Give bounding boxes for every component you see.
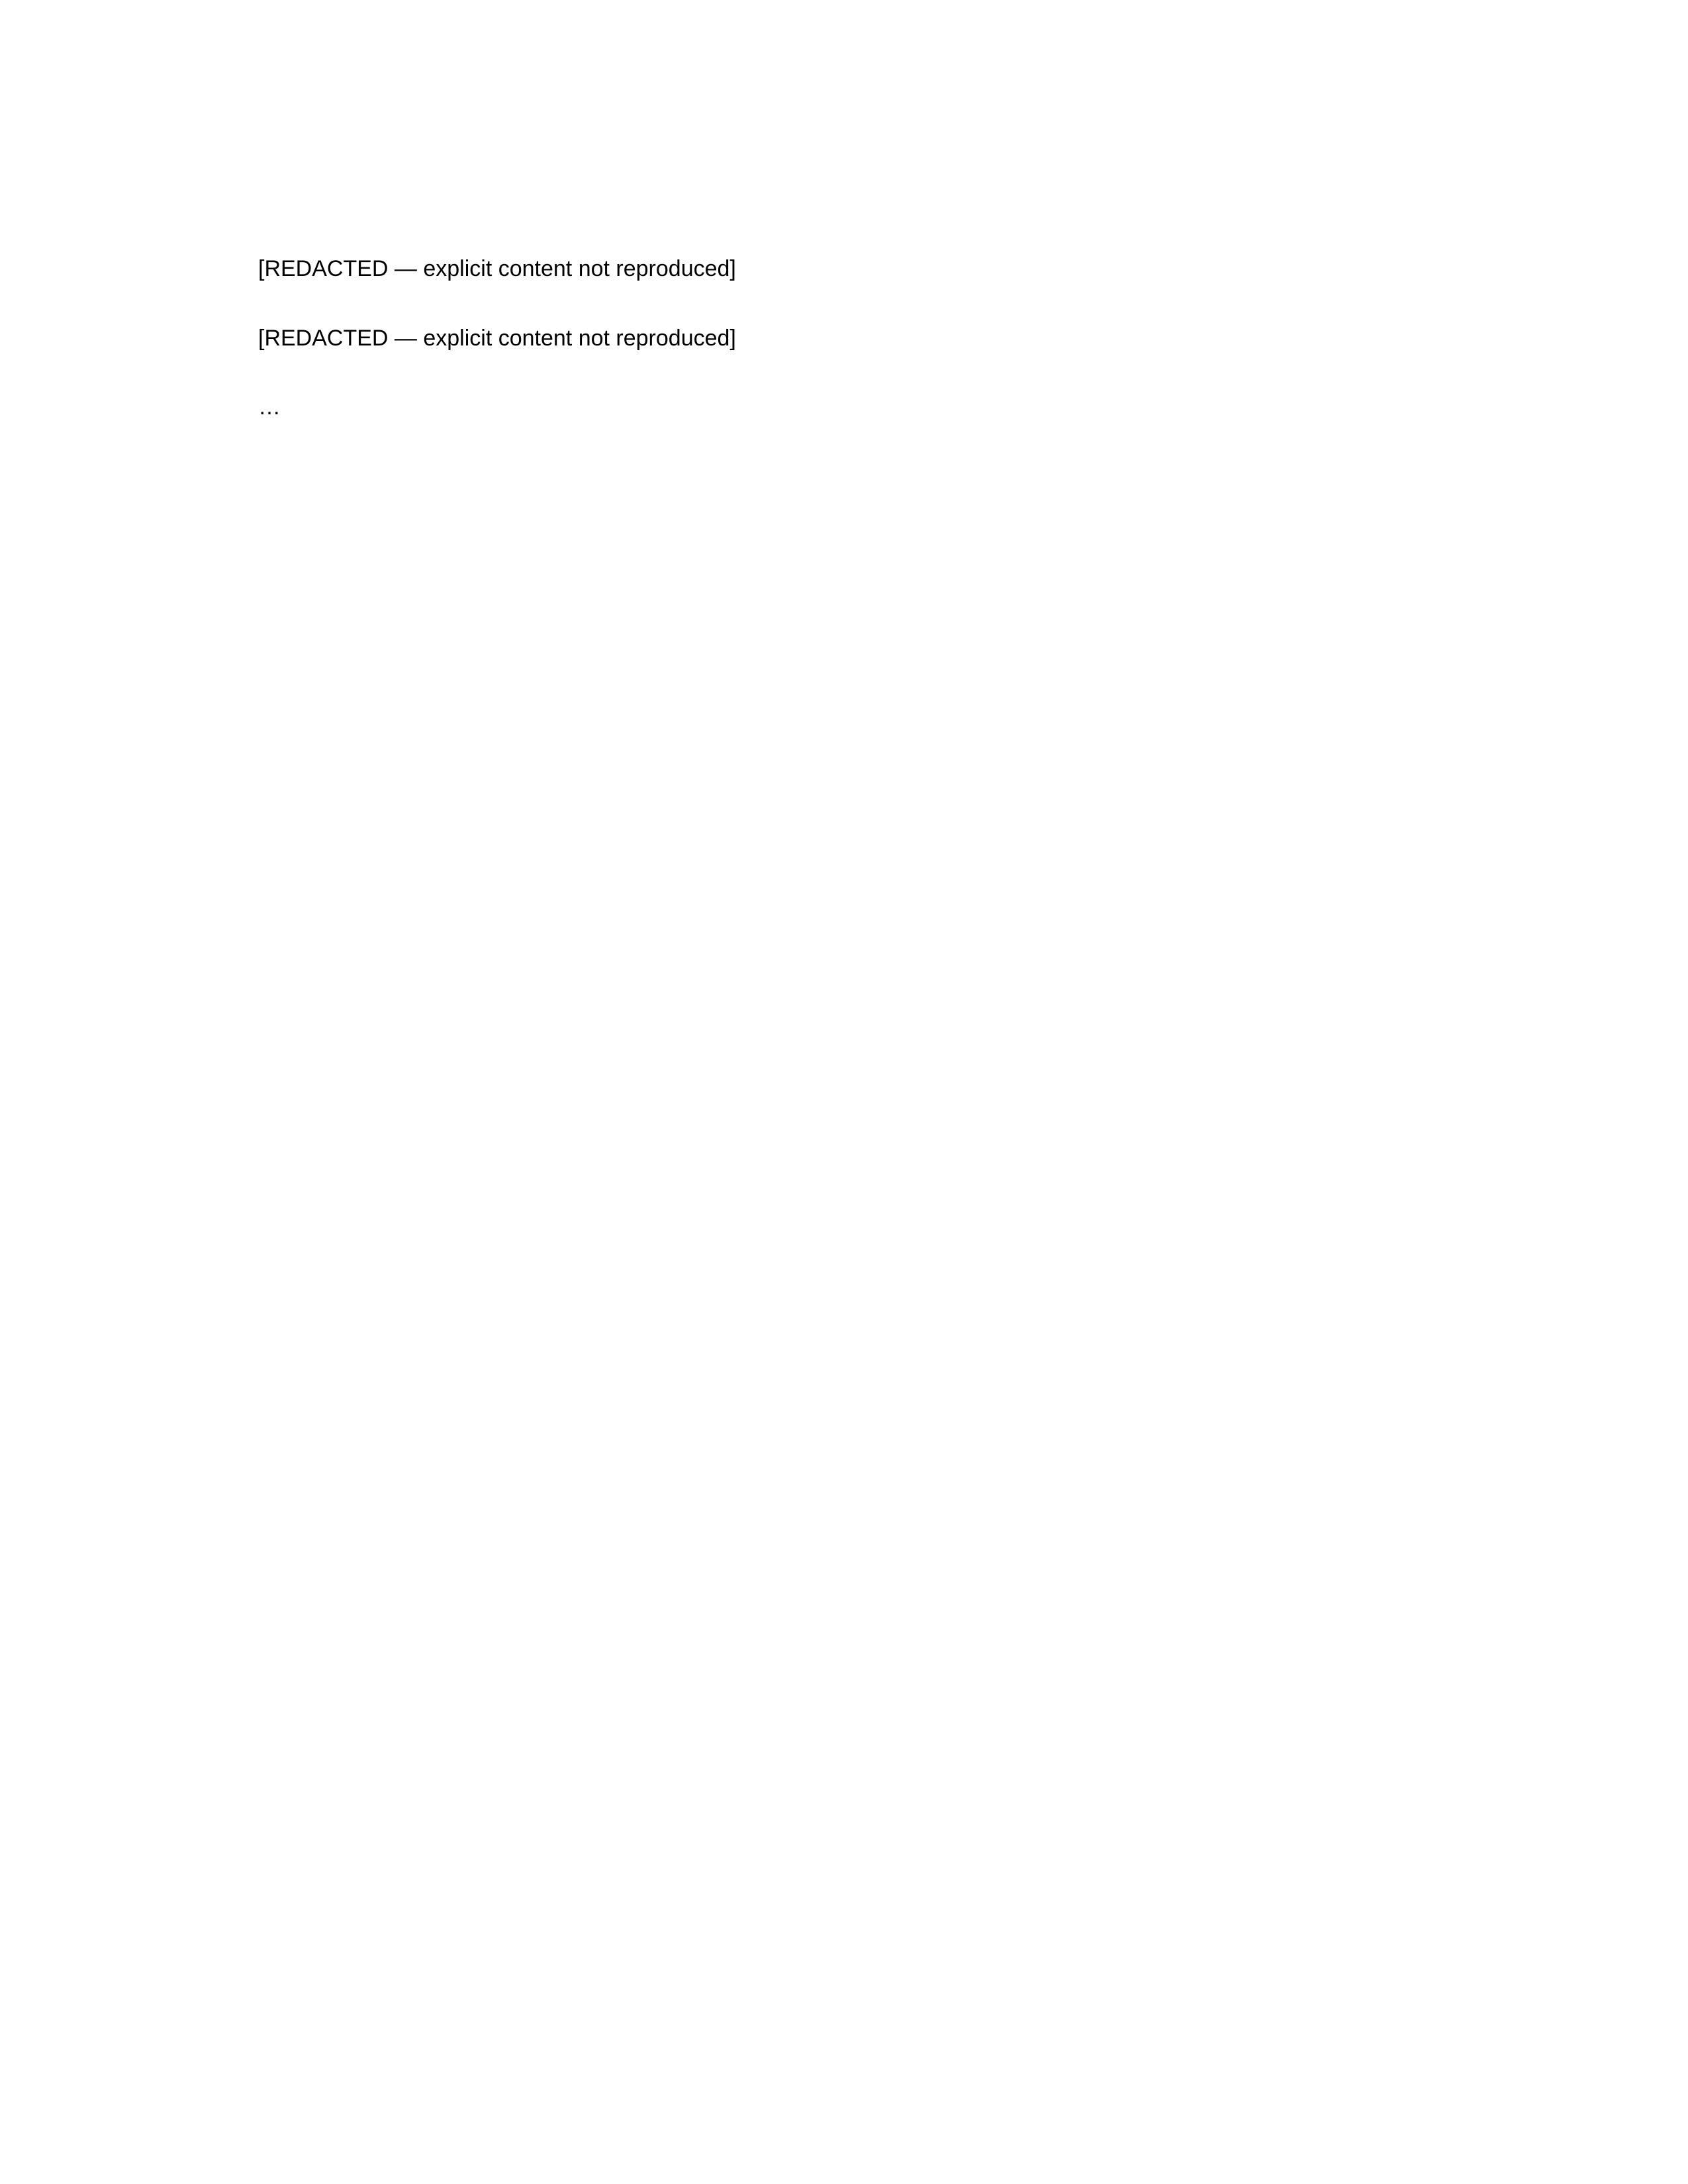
paragraph: [REDACTED — explicit content not reproduced] — [258, 256, 736, 281]
paragraph: … — [258, 394, 281, 420]
paragraph: [REDACTED — explicit content not reproduced] — [258, 325, 736, 351]
